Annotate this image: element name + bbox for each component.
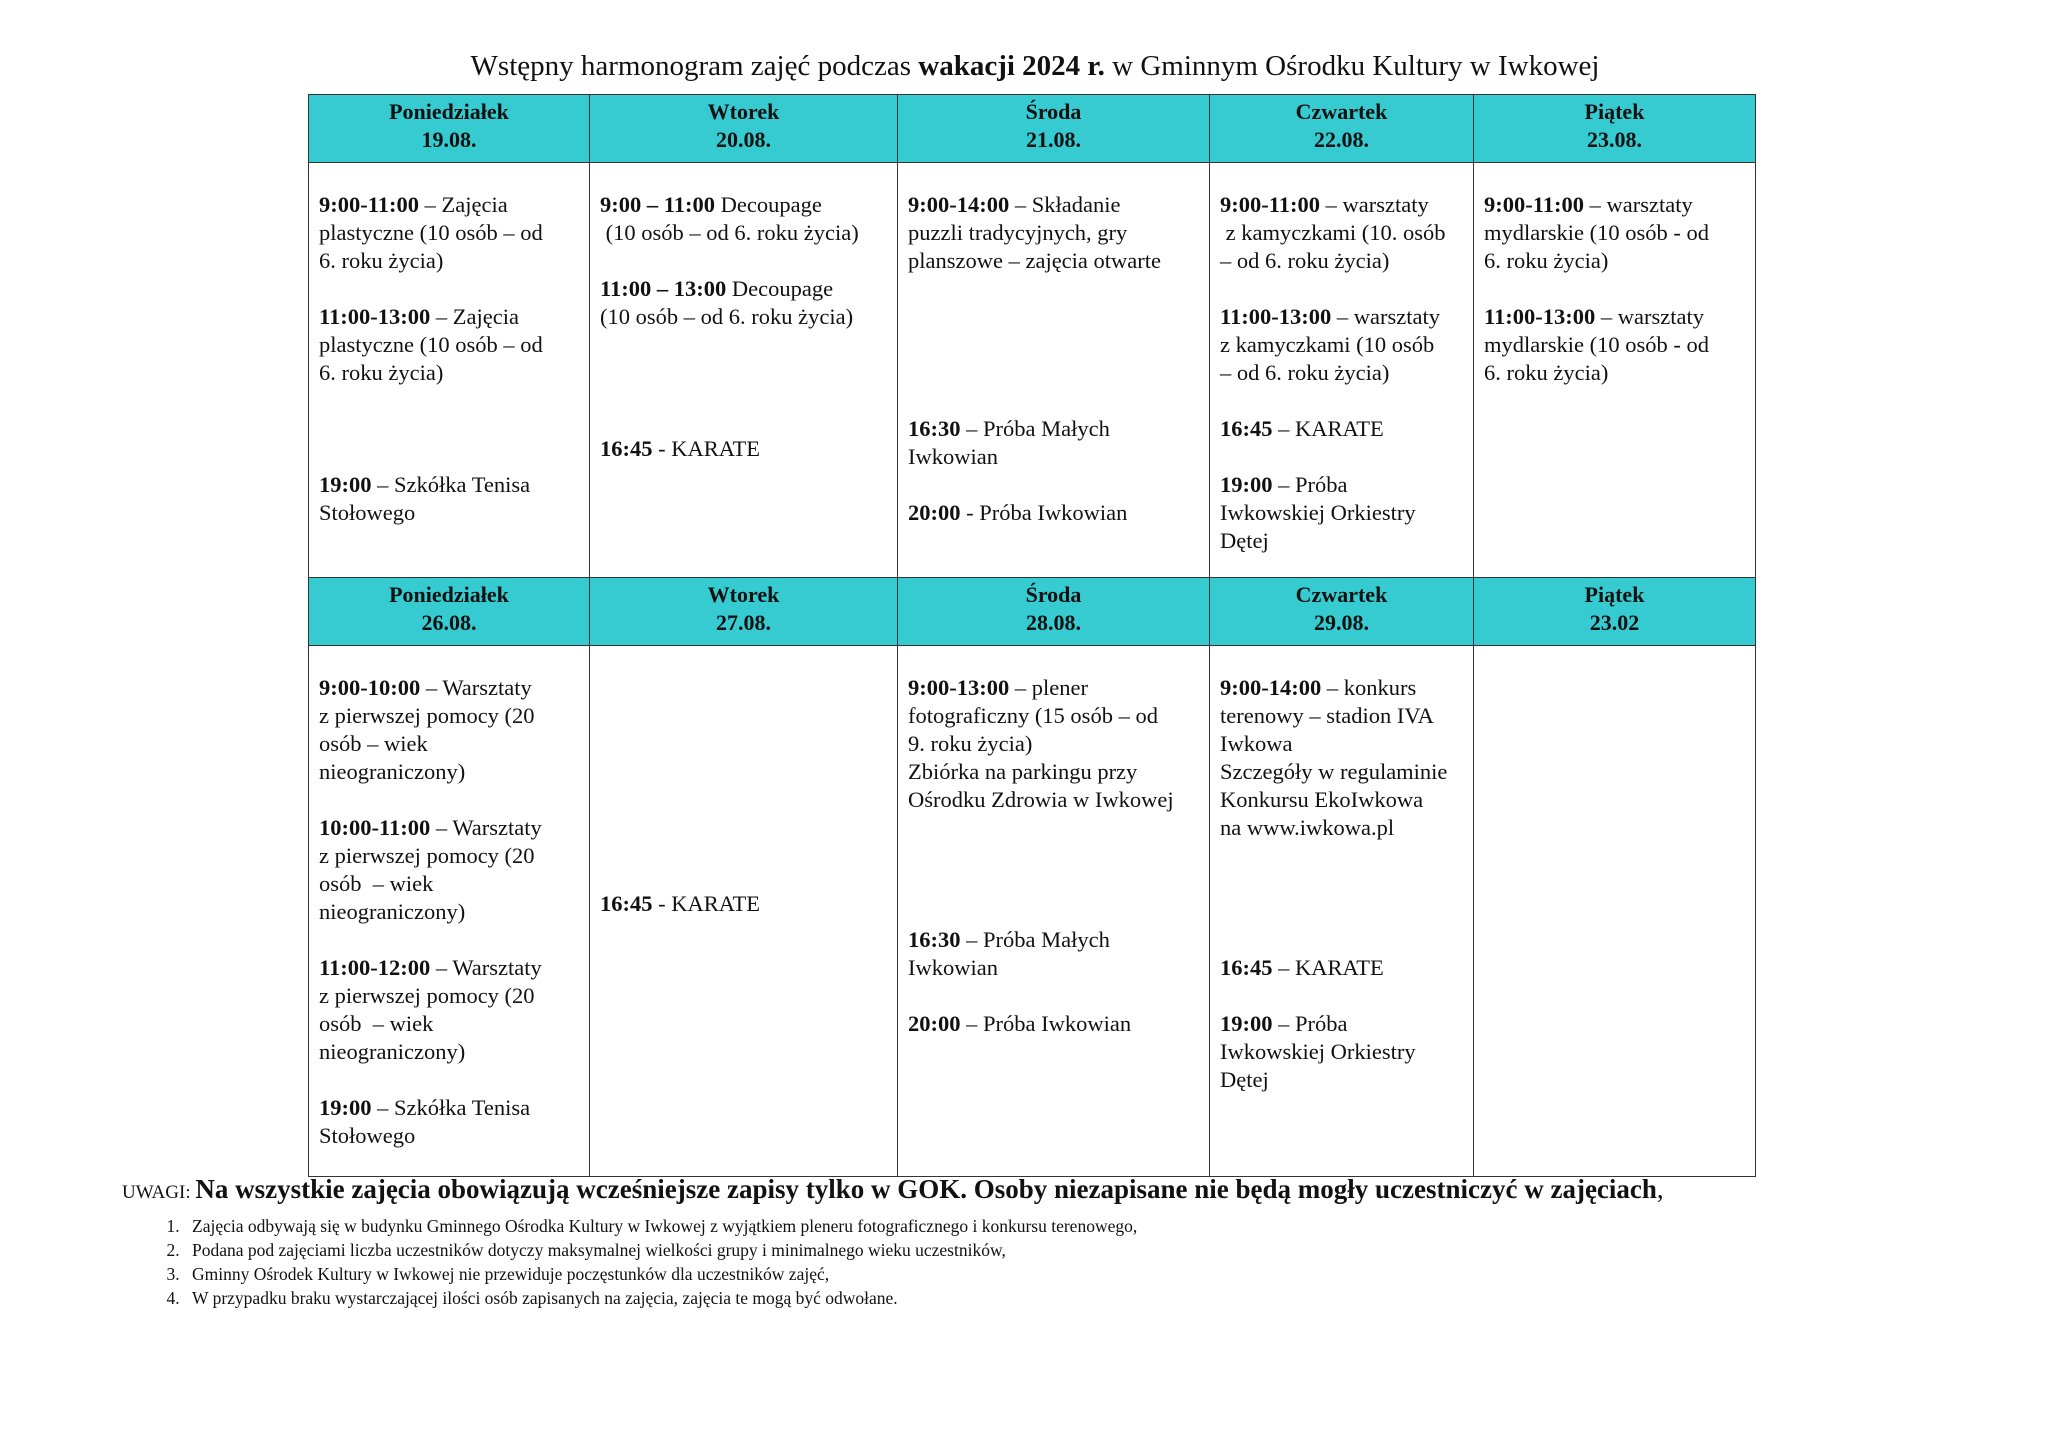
day-header: Czwartek 22.08. <box>1210 95 1474 163</box>
event-entry: 9:00-10:00 – Warsztaty z pierwszej pomocy (20 osób – wiek nieograniczony) <box>319 675 535 784</box>
day-header: Czwartek 29.08. <box>1210 578 1474 646</box>
event-entry: 11:00-13:00 – Zajęcia plastyczne (10 osób – od 6. roku życia) <box>319 304 543 385</box>
day-header: Wtorek 27.08. <box>590 578 898 646</box>
note-item: 3. Gminny Ośrodek Kultury w Iwkowej nie przewiduje poczęstunków dla uczestników zajęć, <box>184 1262 2022 1286</box>
day-header: Środa 21.08. <box>898 95 1210 163</box>
event-entry: 9:00-11:00 – Zajęcia plastyczne (10 osób – od 6. roku życia) <box>319 192 543 273</box>
week1-header-row <box>309 95 1756 163</box>
event-entry: 16:30 – Próba Małych Iwkowian <box>908 927 1110 980</box>
event-entry: 11:00-13:00 – warsztaty z kamyczkami (10 osób – od 6. roku życia) <box>1220 304 1440 385</box>
day-cell <box>898 163 1210 578</box>
day-cell <box>1474 163 1756 578</box>
schedule-table <box>308 94 1756 1177</box>
event-entry: 9:00 – 11:00 Decoupage (10 osób – od 6. roku życia) <box>600 192 859 245</box>
day-header: Poniedziałek 19.08. <box>309 95 590 163</box>
day-header: Wtorek 20.08. <box>590 95 898 163</box>
note-item: 1. Zajęcia odbywają się w budynku Gminnego Ośrodka Kultury w Iwkowej z wyjątkiem pleneru fotograficznego i konkursu terenowego, <box>184 1214 2022 1238</box>
event-entry: 9:00-11:00 – warsztaty mydlarskie (10 osób - od 6. roku życia) <box>1484 192 1709 273</box>
event-entry: 16:45 - KARATE <box>600 891 760 916</box>
event-entry: 19:00 – Próba Iwkowskiej Orkiestry Dętej <box>1220 472 1416 553</box>
event-entry: 9:00-11:00 – warsztaty z kamyczkami (10. osób – od 6. roku życia) <box>1220 192 1446 273</box>
day-cell <box>898 646 1210 1177</box>
day-header: Piątek 23.08. <box>1474 95 1756 163</box>
event-entry: 16:45 – KARATE <box>1220 955 1384 980</box>
event-entry: 16:45 – KARATE <box>1220 416 1384 441</box>
day-header: Piątek 23.02 <box>1474 578 1756 646</box>
day-header: Poniedziałek 26.08. <box>309 578 590 646</box>
event-entry: 20:00 - Próba Iwkowian <box>908 500 1128 525</box>
week1-events-row <box>309 163 1756 578</box>
event-entry: 19:00 – Szkółka Tenisa Stołowego <box>319 472 531 525</box>
week2-events-row <box>309 646 1756 1177</box>
day-cell <box>309 163 590 578</box>
event-entry: 11:00-12:00 – Warsztaty z pierwszej pomocy (20 osób – wiek nieograniczony) <box>319 955 542 1064</box>
event-entry: 11:00 – 13:00 Decoupage (10 osób – od 6. roku życia) <box>600 276 854 329</box>
event-entry: 9:00-14:00 – konkurs terenowy – stadion IVA Iwkowa Szczegóły w regulaminie Konkursu EkoIwkowa na www.iwkowa.pl <box>1220 675 1448 840</box>
event-entry: 20:00 – Próba Iwkowian <box>908 1011 1132 1036</box>
day-cell <box>1210 163 1474 578</box>
event-entry: 9:00-13:00 – plener fotograficzny (15 osób – od 9. roku życia) Zbiórka na parkingu przy Ośrodku Zdrowia w Iwkowej <box>908 675 1174 812</box>
day-cell <box>1474 646 1756 1177</box>
event-entry: 19:00 – Szkółka Tenisa Stołowego <box>319 1095 531 1148</box>
event-entry: 19:00 – Próba Iwkowskiej Orkiestry Dętej <box>1220 1011 1416 1092</box>
notes-section <box>122 1172 2022 1310</box>
page-title: Wstępny harmonogram zajęć podczas wakacji 2024 r. w Gminnym Ośrodku Kultury w Iwkowej <box>470 50 1600 82</box>
notes-list <box>122 1214 2022 1310</box>
event-entry: 16:45 - KARATE <box>600 436 760 461</box>
day-cell <box>1210 646 1474 1177</box>
day-cell <box>309 646 590 1177</box>
event-entry: 9:00-14:00 – Składanie puzzli tradycyjnych, gry planszowe – zajęcia otwarte <box>908 192 1161 273</box>
event-entry: 16:30 – Próba Małych Iwkowian <box>908 416 1110 469</box>
week2-header-row <box>309 578 1756 646</box>
event-entry: 11:00-13:00 – warsztaty mydlarskie (10 osób - od 6. roku życia) <box>1484 304 1709 385</box>
event-entry: 10:00-11:00 – Warsztaty z pierwszej pomocy (20 osób – wiek nieograniczony) <box>319 815 542 924</box>
notes-main: UWAGI: Na wszystkie zajęcia obowiązują wcześniejsze zapisy tylko w GOK. Osoby niezapisane nie będą mogły uczestniczyć w zajęciach, <box>122 1174 1664 1204</box>
day-header: Środa 28.08. <box>898 578 1210 646</box>
note-item: 2. Podana pod zajęciami liczba uczestników dotyczy maksymalnej wielkości grupy i minimalnego wieku uczestników, <box>184 1238 2022 1262</box>
day-cell <box>590 163 898 578</box>
note-item: 4. W przypadku braku wystarczającej ilości osób zapisanych na zajęcia, zajęcia te mogą być odwołane. <box>184 1286 2022 1310</box>
day-cell <box>590 646 898 1177</box>
